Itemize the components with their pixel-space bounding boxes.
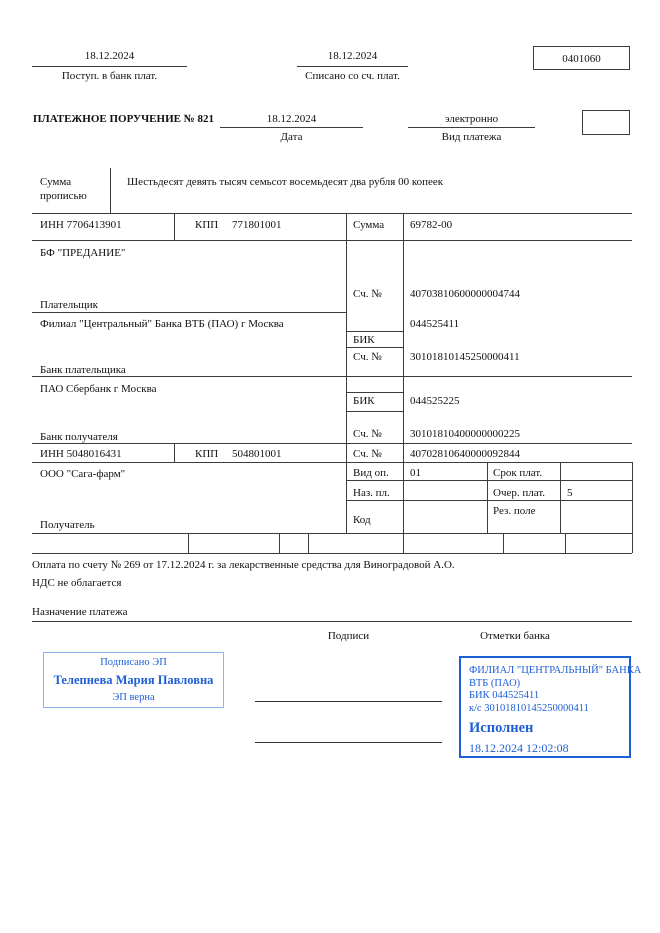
bank-stamp-bik: БИК 044525411 (469, 690, 540, 701)
bank-marks-label: Отметки банка (480, 630, 550, 642)
divider (346, 392, 403, 393)
bank-stamp-corr-account: к/с 30101810145250000411 (469, 702, 589, 714)
bank-stamp-bank-line1: ФИЛИАЛ "ЦЕНТРАЛЬНЫЙ" БАНКА (469, 665, 642, 676)
date-label: Дата (280, 131, 303, 143)
amount-words-text: Шестьдесят девять тысяч семьсот восемьдесят два рубля 00 копеек (127, 176, 444, 188)
payee-bank-section-label: Банк получателя (40, 431, 118, 443)
divider (32, 621, 632, 622)
payment-term-label: Срок плат. (493, 467, 543, 479)
priority-label: Очер. плат. (493, 487, 546, 499)
divider (110, 168, 111, 213)
signature-line-1 (255, 701, 442, 702)
divider (408, 127, 535, 128)
divider (308, 533, 309, 553)
operation-type-label: Вид оп. (353, 467, 389, 479)
payer-bank-name: Филиал "Центральный" Банка ВТБ (ПАО) г Москва (40, 318, 284, 330)
divider (487, 462, 488, 533)
divider (346, 347, 403, 348)
signatures-label: Подписи (327, 630, 370, 642)
payer-section-label: Плательщик (40, 299, 98, 311)
amount-words-label-line2: прописью (40, 190, 87, 202)
received-date-label: Поступ. в банк плат. (61, 70, 158, 82)
divider (174, 443, 175, 462)
divider (297, 66, 408, 67)
divider (346, 331, 403, 332)
amount-words-label-line1: Сумма (40, 176, 72, 188)
payee-bank-account-label: Сч. № (353, 428, 382, 440)
payer-bank-bik: 044525411 (410, 318, 460, 330)
divider (174, 213, 175, 240)
signature-stamp-line1: Подписано ЭП (100, 657, 167, 669)
form-code: 0401060 (562, 53, 601, 65)
payee-inn: ИНН 5048016431 (40, 448, 122, 460)
payee-section-label: Получатель (40, 519, 95, 531)
divider (32, 312, 346, 313)
operation-type: 01 (410, 467, 421, 479)
payee-bank-bik-label: БИК (353, 395, 375, 407)
purpose-text-line2: НДС не облагается (32, 577, 122, 589)
divider (403, 213, 404, 533)
payer-name: БФ "ПРЕДАНИЕ" (40, 247, 126, 259)
divider (32, 376, 632, 377)
bank-stamp-status: Исполнен (469, 720, 534, 736)
payee-bank-account: 30101810400000000225 (410, 428, 520, 440)
payer-bank-account-label: Сч. № (353, 351, 382, 363)
divider (346, 480, 632, 481)
status-code-box (582, 110, 630, 135)
payee-bank-bik: 044525225 (410, 395, 460, 407)
divider (560, 462, 561, 533)
payment-kind-label: Вид платежа (441, 131, 502, 143)
divider (220, 127, 363, 128)
payer-inn: ИНН 7706413901 (40, 219, 122, 231)
signature-stamp-name: Телепнева Мария Павловна (53, 672, 214, 687)
divider (346, 500, 632, 501)
payee-name: ООО "Сага-фарм" (40, 468, 126, 480)
priority-value: 5 (567, 487, 573, 499)
payer-bank-section-label: Банк плательщика (40, 364, 126, 376)
purpose-text-line1: Оплата по счету № 269 от 17.12.2024 г. за лекарственные средства для Виноградовой А.О. (32, 559, 455, 571)
divider (565, 533, 566, 553)
debited-date: 18.12.2024 (327, 50, 378, 62)
payee-kpp-label: КПП (195, 448, 219, 460)
payment-kind: электронно (444, 113, 499, 125)
bank-stamp-datetime: 18.12.2024 12:02:08 (469, 741, 569, 755)
divider (32, 533, 632, 534)
code-label: Код (353, 514, 371, 526)
purpose-code-label: Наз. пл. (353, 487, 390, 499)
divider (32, 553, 632, 554)
payer-bank-bik-label: БИК (353, 334, 375, 346)
payer-bank-account: 30101810145250000411 (410, 351, 520, 363)
divider (32, 462, 632, 463)
divider (32, 240, 632, 241)
received-date: 18.12.2024 (84, 50, 135, 62)
form-code-box (533, 46, 630, 70)
signature-line-2 (255, 742, 442, 743)
bank-stamp (459, 656, 642, 758)
amount-label: Сумма (353, 219, 385, 231)
document-date: 18.12.2024 (266, 113, 317, 125)
divider (403, 533, 404, 553)
divider (32, 213, 632, 214)
payee-account: 40702810640000092844 (410, 448, 520, 460)
divider (32, 66, 187, 67)
divider (346, 411, 403, 412)
signature-stamp (43, 652, 224, 708)
divider (632, 462, 633, 553)
debited-date-label: Списано со сч. плат. (305, 70, 400, 82)
payee-account-label: Сч. № (353, 448, 382, 460)
divider (279, 533, 280, 553)
document-title: ПЛАТЕЖНОЕ ПОРУЧЕНИЕ № 821 (33, 113, 215, 125)
payee-kpp: 504801001 (232, 448, 282, 460)
divider (188, 533, 189, 553)
payer-account-label: Сч. № (353, 288, 382, 300)
signature-stamp-line2: ЭП верна (112, 691, 155, 703)
purpose-section-label: Назначение платежа (32, 606, 128, 618)
bank-stamp-bank-line2: ВТБ (ПАО) (469, 677, 521, 689)
payer-account: 40703810600000004744 (410, 288, 520, 300)
divider (32, 443, 632, 444)
amount-value: 69782-00 (410, 219, 453, 231)
payer-kpp-label: КПП (195, 219, 219, 231)
reserve-field-label: Рез. поле (493, 505, 536, 517)
payer-kpp: 771801001 (232, 219, 282, 231)
divider (346, 213, 347, 533)
divider (503, 533, 504, 553)
payee-bank-name: ПАО Сбербанк г Москва (40, 383, 157, 395)
